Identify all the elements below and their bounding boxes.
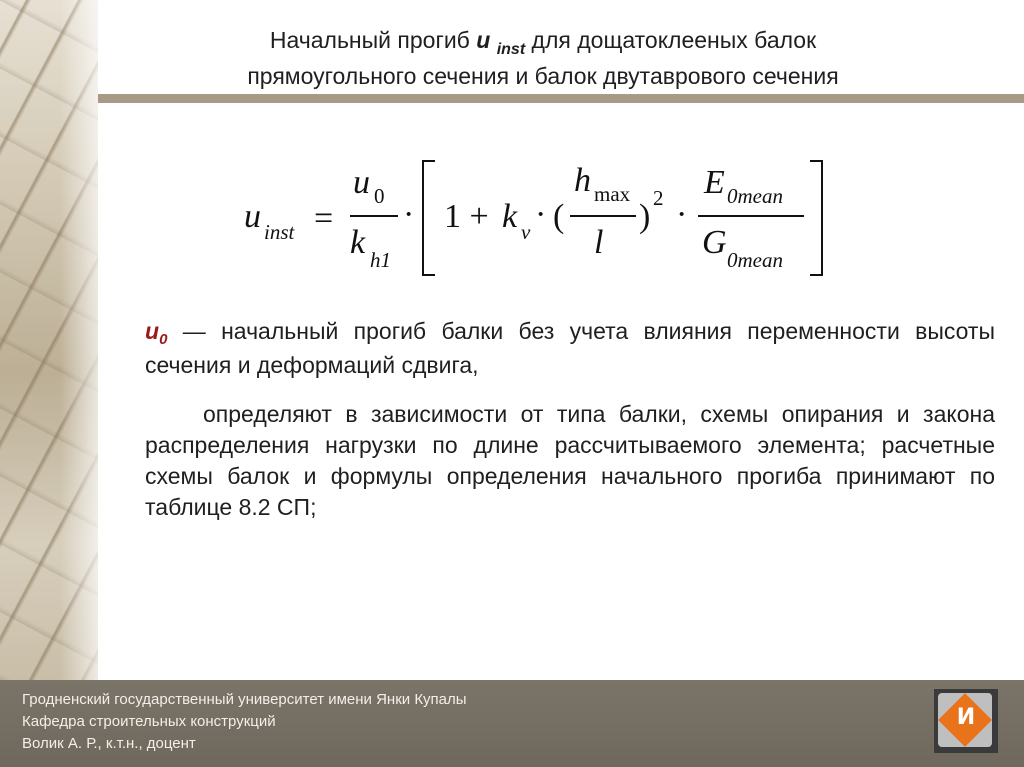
formula-l: l — [594, 224, 604, 261]
title-u-subscript: inst — [496, 41, 526, 58]
title-rule — [98, 94, 1024, 103]
footer-author: Волик А. Р., к.т.н., доцент — [22, 735, 196, 752]
title-suffix: для дощатоклееных балок — [525, 27, 817, 53]
formula-hmax: h — [574, 162, 591, 199]
formula-G: G — [702, 224, 727, 261]
definition-symbol-sub: 0 — [159, 331, 168, 348]
footer-department: Кафедра строительных конструкций — [22, 713, 276, 730]
formula-fraction-bar-2 — [570, 215, 636, 217]
formula-dot-2: · — [535, 196, 547, 233]
deflection-formula — [232, 158, 832, 282]
slide-title — [110, 24, 976, 93]
formula-open-paren: ( — [553, 198, 565, 235]
definition-symbol — [145, 318, 168, 348]
definition-symbol-u: u — [145, 318, 160, 344]
logo-letter: И — [956, 705, 976, 730]
formula-num-u: u — [353, 164, 370, 201]
definition-paragraph — [145, 316, 995, 381]
formula-kv: k — [502, 198, 518, 235]
title-prefix: Начальный прогиб — [269, 27, 477, 53]
formula-power: 2 — [653, 186, 664, 210]
formula-right-bracket — [810, 160, 823, 276]
formula-fraction-bar-3 — [698, 215, 804, 217]
formula-E: E — [704, 164, 725, 201]
formula-fraction-bar-1 — [350, 215, 398, 217]
formula-den-k: k — [350, 224, 366, 261]
method-paragraph: определяют в зависимости от типа балки, схемы опирания и закона распределения нагрузки по длине рассчитываемого элемента; расчетные схемы балок и формулы определения начального прогиба принимают по таблице 8.2 СП; — [145, 401, 995, 520]
formula-dot-1: · — [403, 196, 415, 233]
formula-dot-3: · — [676, 196, 688, 233]
formula-den-k-sub: h1 — [370, 248, 391, 272]
title-line-2: прямоугольного сечения и балок двутаврового сечения — [247, 63, 839, 89]
formula-lhs-sub: inst — [264, 220, 295, 244]
formula-left-bracket — [422, 160, 435, 276]
definition-text: — начальный прогиб балки без учета влияния переменности высоты сечения и деформаций сдвига, — [145, 318, 995, 378]
footer-university: Гродненский государственный университет имени Янки Купалы — [22, 691, 467, 708]
formula-hmax-sub: max — [594, 182, 631, 206]
formula-num-u-sub: 0 — [374, 184, 385, 208]
title-line-1 — [110, 24, 976, 60]
formula-G-sub: 0mean — [727, 248, 783, 272]
formula-kv-sub: v — [521, 220, 531, 244]
footer-bar — [0, 680, 1024, 767]
formula-close-paren: ) — [639, 198, 651, 235]
formula-E-sub: 0mean — [727, 184, 783, 208]
university-logo — [934, 689, 998, 753]
formula-one-plus: 1 + — [444, 198, 489, 235]
formula-lhs: u — [244, 198, 261, 235]
title-u-symbol: u — [476, 27, 491, 53]
formula-equals: = — [314, 200, 334, 237]
